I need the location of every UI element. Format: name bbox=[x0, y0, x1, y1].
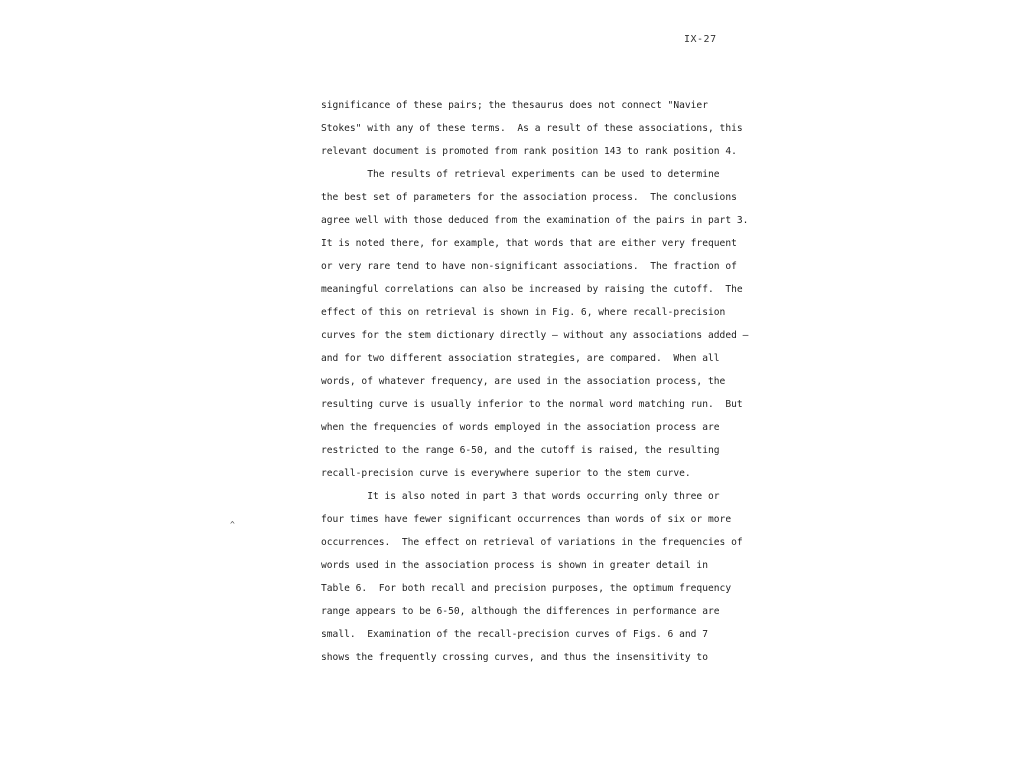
text-line: resulting curve is usually inferior to the normal word matching run. But bbox=[321, 399, 743, 410]
text-line: range appears to be 6-50, although the differences in performance are bbox=[321, 606, 720, 617]
text-line: relevant document is promoted from rank position 143 to rank position 4. bbox=[321, 146, 737, 157]
text-line: when the frequencies of words employed in the association process are bbox=[321, 422, 720, 433]
text-line: It is also noted in part 3 that words occurring only three or bbox=[321, 491, 720, 502]
text-line: effect of this on retrieval is shown in Fig. 6, where recall-precision bbox=[321, 307, 726, 318]
text-line: It is noted there, for example, that words that are either very frequent bbox=[321, 238, 737, 249]
text-line: restricted to the range 6-50, and the cutoff is raised, the resulting bbox=[321, 445, 720, 456]
text-line: Stokes" with any of these terms. As a result of these associations, this bbox=[321, 123, 743, 134]
text-line: The results of retrieval experiments can be used to determine bbox=[321, 169, 720, 180]
text-line: recall-precision curve is everywhere superior to the stem curve. bbox=[321, 468, 691, 479]
text-line: words, of whatever frequency, are used in the association process, the bbox=[321, 376, 726, 387]
text-line: small. Examination of the recall-precision curves of Figs. 6 and 7 bbox=[321, 629, 708, 640]
page-number: IX-27 bbox=[684, 34, 717, 45]
text-line: significance of these pairs; the thesaurus does not connect "Navier bbox=[321, 100, 708, 111]
text-line: four times have fewer significant occurrences than words of six or more bbox=[321, 514, 732, 525]
text-line: occurrences. The effect on retrieval of variations in the frequencies of bbox=[321, 537, 743, 548]
stray-mark: ^ bbox=[230, 520, 235, 529]
text-line: words used in the association process is shown in greater detail in bbox=[321, 560, 708, 571]
text-line: Table 6. For both recall and precision purposes, the optimum frequency bbox=[321, 583, 732, 594]
text-line: shows the frequently crossing curves, and thus the insensitivity to bbox=[321, 652, 708, 663]
text-line: or very rare tend to have non-significant associations. The fraction of bbox=[321, 261, 737, 272]
text-line: agree well with those deduced from the examination of the pairs in part 3. bbox=[321, 215, 749, 226]
body-text bbox=[321, 94, 749, 669]
text-line: the best set of parameters for the association process. The conclusions bbox=[321, 192, 737, 203]
text-line: and for two different association strategies, are compared. When all bbox=[321, 353, 720, 364]
text-line: curves for the stem dictionary directly — without any associations added — bbox=[321, 330, 749, 341]
text-line: meaningful correlations can also be increased by raising the cutoff. The bbox=[321, 284, 743, 295]
